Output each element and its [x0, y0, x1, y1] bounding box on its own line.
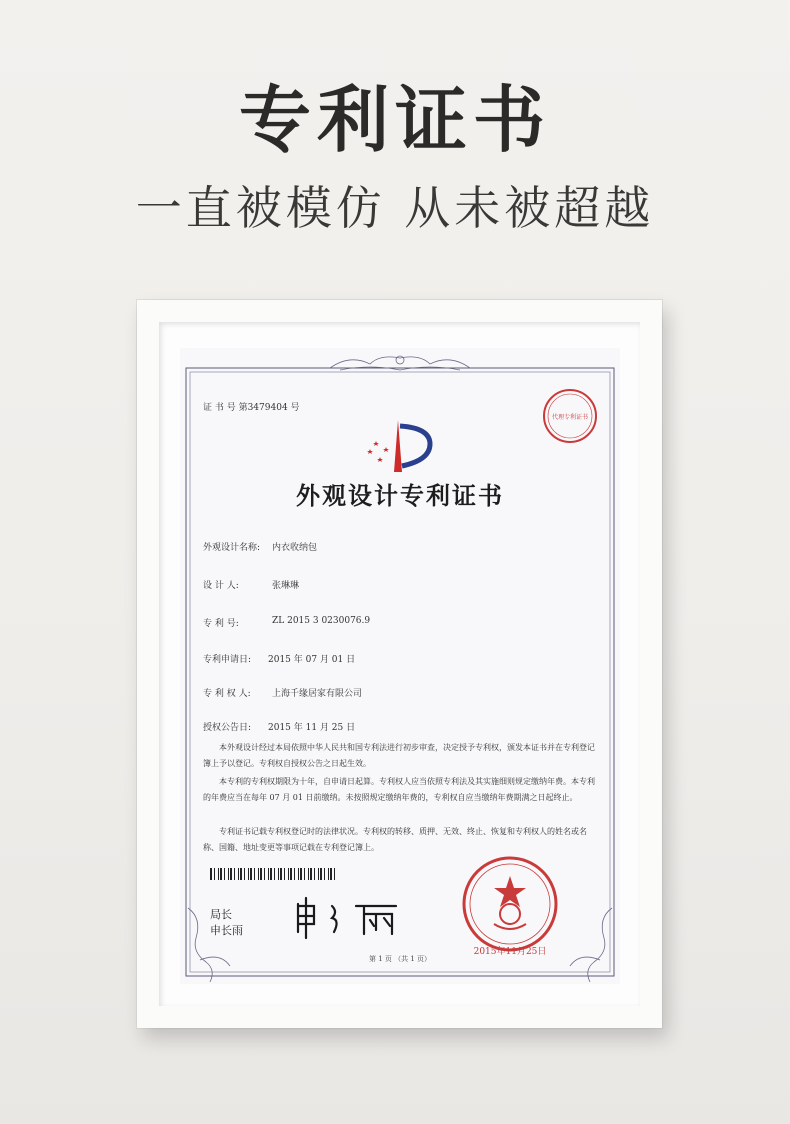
barcode-bar — [238, 868, 239, 880]
barcode-bar — [304, 868, 305, 880]
barcode-bar — [280, 868, 282, 880]
handwritten-signature — [292, 896, 402, 940]
field-value-grant-date: 2015 年 11 月 25 日 — [268, 723, 356, 733]
barcode-bar — [234, 868, 235, 880]
field-value-designer: 张琳琳 — [272, 581, 300, 591]
barcode-bar — [218, 868, 219, 880]
field-label-patent-number: 专 利 号: — [203, 619, 239, 629]
barcode-bar — [268, 868, 269, 880]
official-seal — [460, 854, 560, 954]
barcode-bar — [278, 868, 279, 880]
barcode-bar — [228, 868, 229, 880]
barcode-bar — [220, 868, 222, 880]
barcode-bar — [288, 868, 289, 880]
barcode-bar — [290, 868, 292, 880]
page-footer: 第 1 页 （共 1 页） — [368, 955, 432, 963]
barcode-bar — [318, 868, 319, 880]
field-value-design-name: 内衣收纳包 — [272, 543, 318, 553]
barcode-bar — [294, 868, 295, 880]
barcode-bar — [328, 868, 329, 880]
field-label-design-name: 外观设计名称: — [203, 543, 261, 553]
page-headline: 专利证书 — [238, 78, 551, 162]
agent-seal-text: 代理专利证书 — [551, 414, 589, 421]
field-label-designer: 设 计 人: — [203, 581, 239, 591]
barcode-bar — [320, 868, 322, 880]
sipo-logo — [360, 416, 440, 476]
agent-seal — [540, 386, 600, 446]
certificate-paragraph-3: 专利证书记载专利权登记时的法律状况。专利权的转移、质押、无效、终止、恢复和专利权人的姓名或名称、国籍、地址变更等事项记载在专利登记簿上。 — [203, 827, 587, 852]
barcode-bar — [310, 868, 312, 880]
barcode-bar — [284, 868, 285, 880]
signatory-title: 局长 — [210, 908, 232, 921]
barcode-bar — [274, 868, 275, 880]
frame-mat — [159, 322, 640, 1006]
barcode-bar — [314, 868, 315, 880]
seal-date: 2015年11月25日 — [473, 947, 547, 957]
barcode-bar — [270, 868, 272, 880]
signatory-name: 申长雨 — [210, 924, 243, 937]
barcode-bar — [230, 868, 232, 880]
certificate-title: 外观设计专利证书 — [296, 481, 504, 510]
barcode-bar — [324, 868, 325, 880]
barcode-bar — [308, 868, 309, 880]
field-label-application-date: 专利申请日: — [203, 655, 252, 665]
field-label-grant-date: 授权公告日: — [203, 723, 252, 733]
field-label-patentee: 专 利 权 人: — [203, 689, 251, 699]
barcode-bar — [214, 868, 215, 880]
field-value-patent-number: ZL 2015 3 0230076.9 — [272, 616, 371, 626]
barcode-bar — [244, 868, 245, 880]
picture-frame — [137, 300, 662, 1028]
barcode-bar — [334, 868, 335, 880]
page-tagline: 一直被模仿 从未被超越 — [135, 181, 655, 235]
barcode-bar — [224, 868, 225, 880]
patent-certificate — [180, 348, 620, 984]
certificate-paragraph-1: 本外观设计经过本局依照中华人民共和国专利法进行初步审查，决定授予专利权，颁发本证书并在专利登记簿上予以登记。专利权自授权公告之日起生效。 — [203, 743, 595, 768]
barcode-bar — [250, 868, 252, 880]
barcode-bar — [248, 868, 249, 880]
barcode-bar — [300, 868, 302, 880]
certificate-number: 证 书 号 第3479404 号 — [203, 403, 300, 413]
barcode-bar — [298, 868, 299, 880]
field-value-application-date: 2015 年 07 月 01 日 — [268, 655, 356, 665]
barcode-bar — [330, 868, 332, 880]
barcode-bar — [260, 868, 262, 880]
certificate-paragraph-2: 本专利的专利权期限为十年，自申请日起算。专利权人应当依照专利法及其实施细则规定缴纳年费。本专利的年费应当在每年 07 月 01 日前缴纳。未按照规定缴纳年费的，专利权自应当缴纳年费期满之日起终止。 — [203, 777, 595, 802]
barcode-bar — [264, 868, 265, 880]
barcode — [210, 868, 340, 880]
barcode-bar — [210, 868, 212, 880]
barcode-bar — [258, 868, 259, 880]
field-value-patentee: 上海千缘居家有限公司 — [272, 689, 363, 699]
barcode-bar — [240, 868, 242, 880]
barcode-bar — [254, 868, 255, 880]
